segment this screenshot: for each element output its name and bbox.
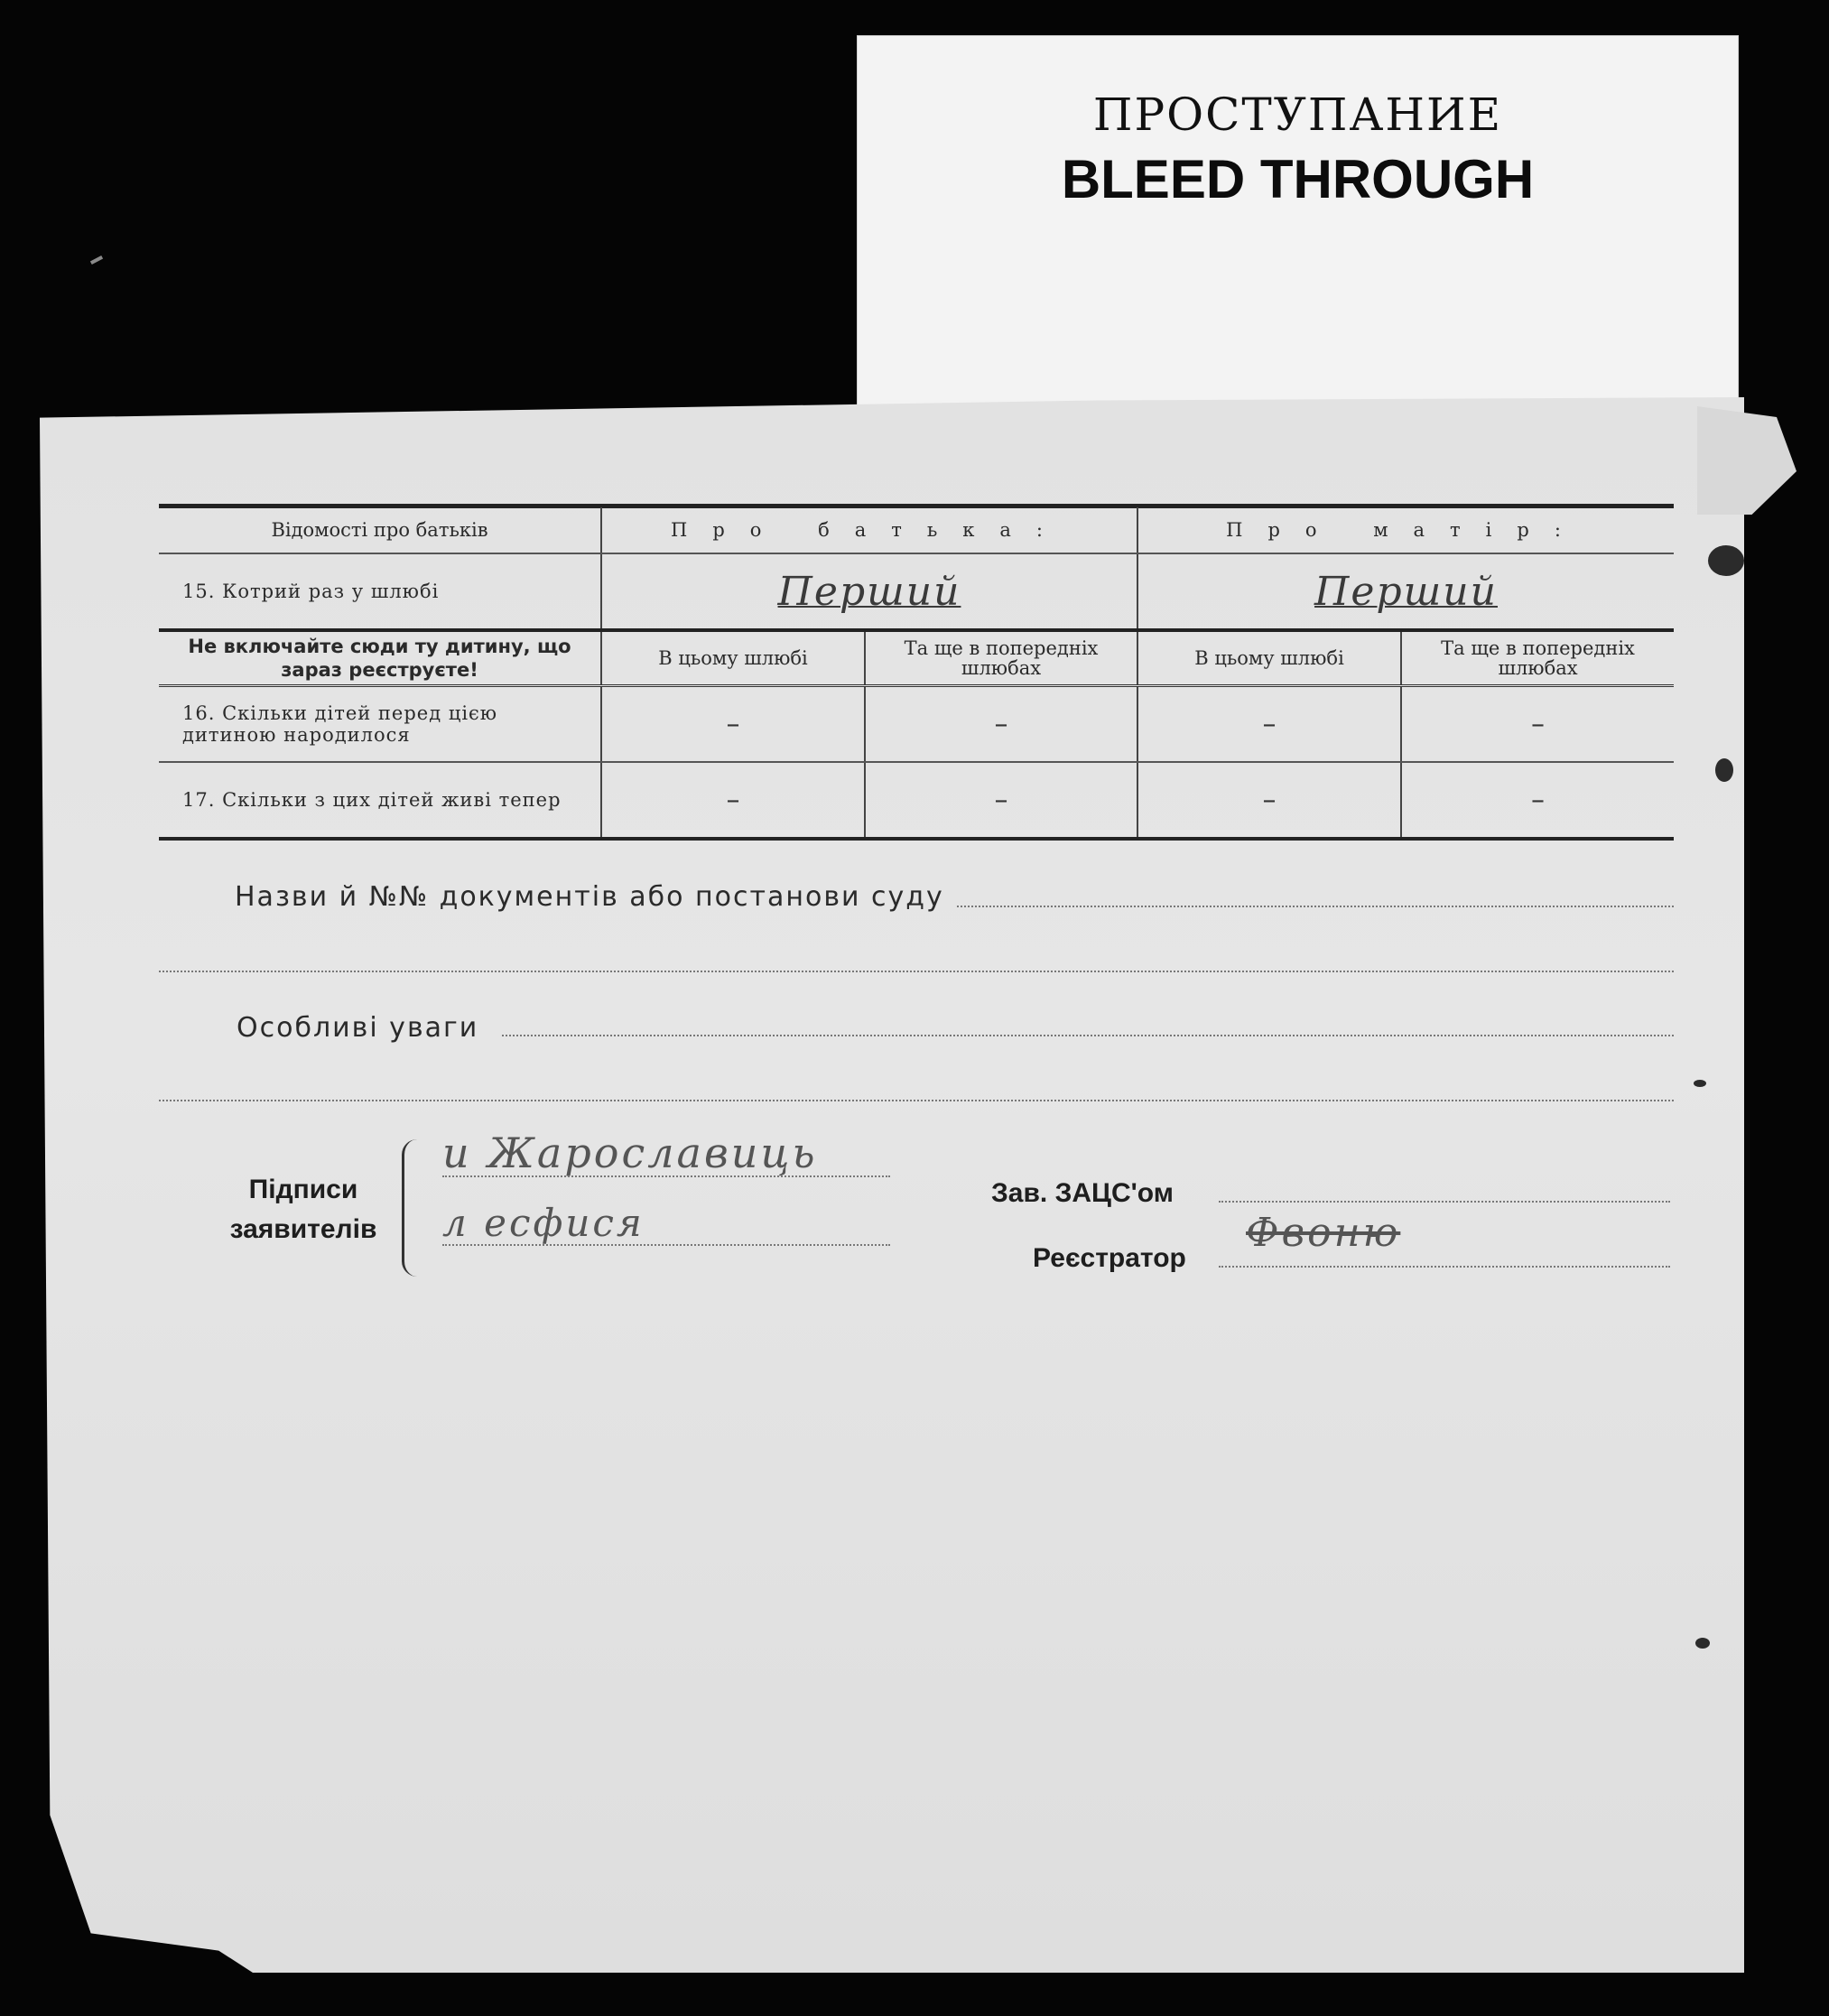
registrar-signature-line [1219, 1266, 1670, 1268]
head-registry-signature-line [1219, 1201, 1670, 1203]
table-row-17 [159, 762, 1674, 839]
father-previous-marriages-header: Та ще в попередніх шлюбах [865, 630, 1137, 686]
header-about-father: Про батька: [601, 507, 1137, 553]
row-16-value: – [726, 708, 740, 740]
scan-speck [90, 255, 103, 265]
row-17-label: 17. Скільки з цих дітей живі тепер [182, 789, 562, 811]
header-about-mother: Про матір: [1137, 507, 1674, 553]
page-damage-spot [1708, 545, 1744, 576]
row-17-value: – [726, 784, 740, 816]
row-17-value: – [994, 784, 1008, 816]
remarks-label: Особливі уваги [237, 1012, 479, 1044]
documents-line [957, 906, 1674, 907]
documents-label: Назви й №№ документів або постанови суду [235, 881, 944, 913]
row-16-value: – [994, 708, 1008, 740]
row-17-value: – [1531, 784, 1546, 816]
target-card-english-text: BLEED THROUGH [1061, 149, 1535, 209]
table-row-16 [159, 686, 1674, 763]
documents-continuation-line [159, 971, 1674, 972]
exclude-child-note: Не включайте сюди ту дитину, що зараз реєструєте! [159, 630, 601, 686]
table-row-15 [159, 553, 1674, 630]
row-16-value: – [1262, 708, 1277, 740]
page-damage-spot [1695, 1638, 1710, 1649]
table-subheader-row [159, 630, 1674, 686]
head-registry-label: Зав. ЗАЦС'ом [991, 1178, 1174, 1208]
torn-page-corner [1697, 406, 1797, 515]
remarks-continuation-line [159, 1100, 1674, 1101]
father-marriage-count-handwritten: Перший [777, 568, 961, 615]
page-damage-spot [1715, 758, 1733, 782]
applicants-label-line-1: Підписи [248, 1175, 358, 1204]
header-parents-info: Відомості про батьків [159, 507, 601, 553]
table-header-row [159, 507, 1674, 553]
row-16-label: 16. Скільки дітей перед цією дитиною народилося [182, 702, 498, 746]
target-card-russian-text: ПРОСТУПАНИЕ [1092, 88, 1503, 141]
row-16-value: – [1531, 708, 1546, 740]
registrar-label: Реєстратор [1033, 1243, 1186, 1273]
parents-info-table [159, 507, 1674, 841]
signature-brace [402, 1139, 417, 1277]
row-15-label: 15. Котрий раз у шлюбі [182, 581, 440, 602]
applicants-label-line-2: заявителів [229, 1214, 377, 1244]
applicant-signature-2: л есфися [442, 1201, 645, 1245]
bleed-through-target-card [858, 36, 1738, 424]
applicant-signature-1: и Жарославиць [442, 1129, 818, 1177]
applicant-signature-line-1 [442, 1175, 890, 1177]
row-17-value: – [1262, 784, 1277, 816]
applicant-signature-line-2 [442, 1244, 890, 1246]
registrar-signature: Фвоню [1246, 1210, 1401, 1256]
applicants-signatures-label [213, 1170, 394, 1250]
father-this-marriage-header: В цьому шлюбі [601, 630, 865, 686]
mother-marriage-count-handwritten: Перший [1314, 568, 1498, 615]
remarks-line [502, 1035, 1674, 1036]
mother-previous-marriages-header: Та ще в попередніх шлюбах [1401, 630, 1674, 686]
mother-this-marriage-header: В цьому шлюбі [1137, 630, 1401, 686]
page-damage-spot [1694, 1080, 1706, 1087]
